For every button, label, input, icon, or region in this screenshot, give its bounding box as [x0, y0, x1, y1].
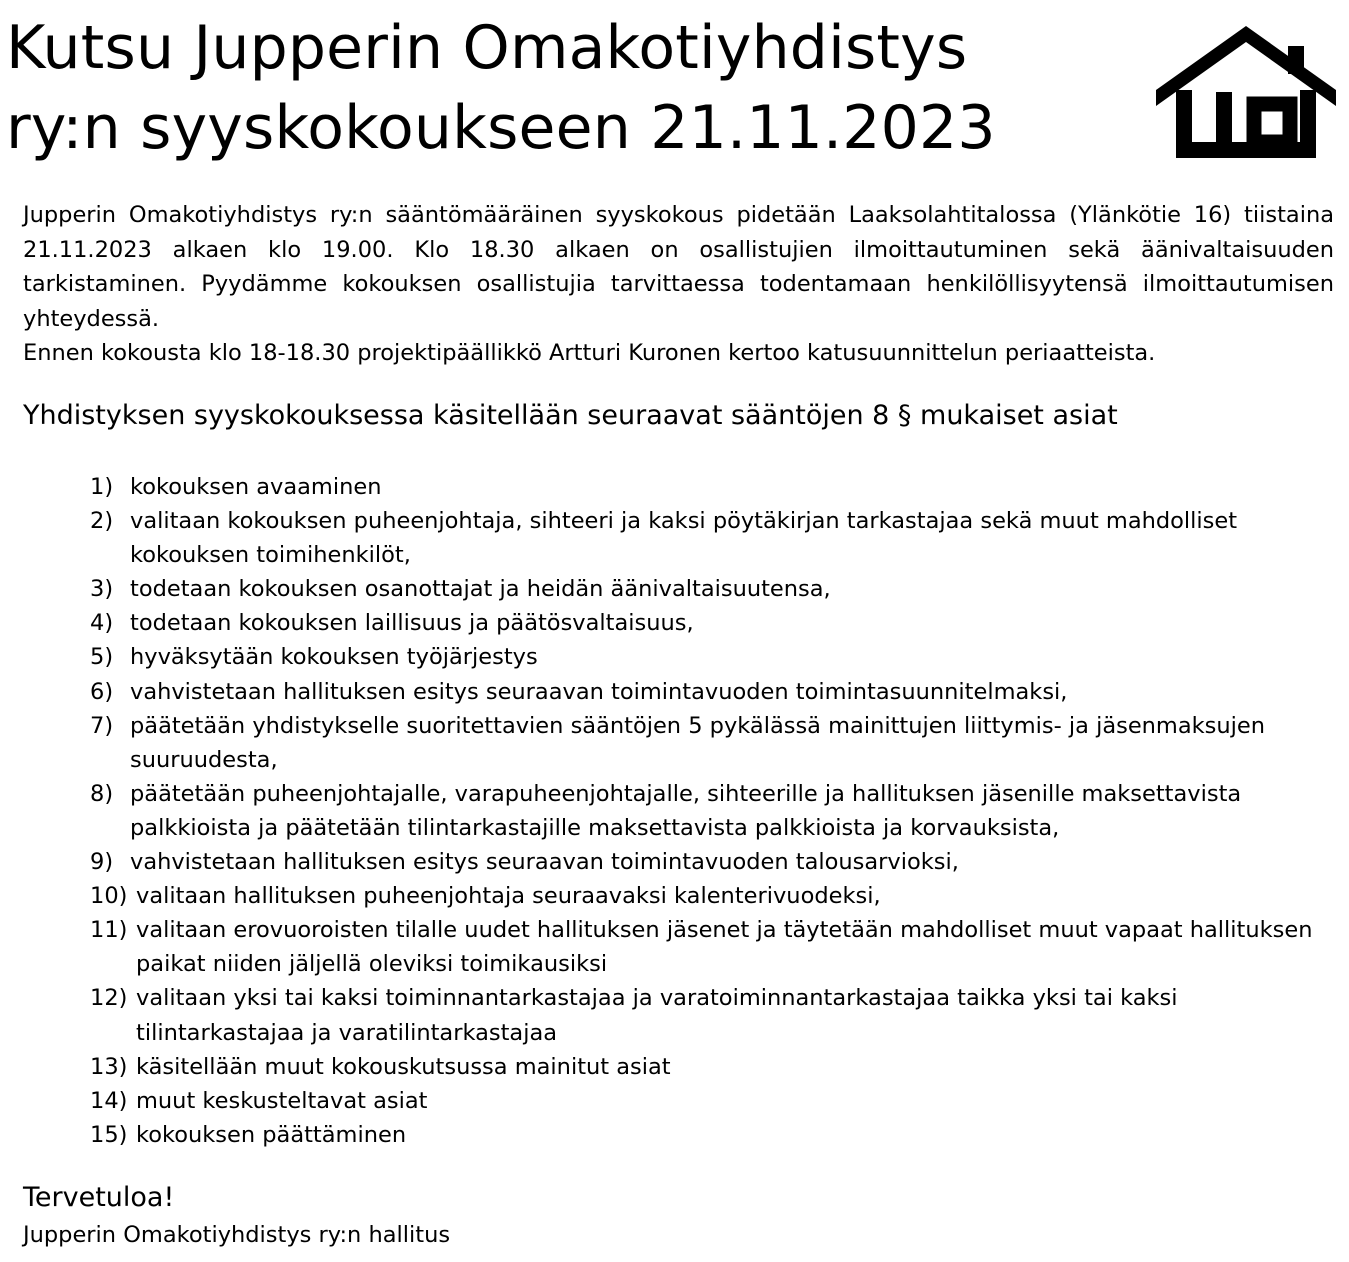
- agenda-heading: Yhdistyksen syyskokouksessa käsitellään seuraavat sääntöjen 8 § mukaiset asiat: [23, 400, 1118, 431]
- agenda-item-number: 6): [90, 678, 114, 705]
- title-line-2: ry:n syyskokoukseen 21.11.2023: [6, 93, 996, 163]
- intro-text: [23, 198, 1334, 371]
- agenda-item-number: 7): [90, 712, 114, 739]
- agenda-item: [90, 845, 1340, 879]
- agenda-item-text: todetaan kokouksen osanottajat ja heidän äänivaltaisuutensa,: [130, 576, 831, 603]
- agenda-item: [90, 504, 1340, 572]
- agenda-item: [90, 1084, 1340, 1118]
- title-line-1: Kutsu Jupperin Omakotiyhdistys: [6, 13, 968, 83]
- agenda-item: [90, 1118, 1340, 1152]
- agenda-item-text: käsitellään muut kokouskutsussa mainitut asiat: [136, 1053, 671, 1080]
- agenda-item-text: valitaan erovuoroisten tilalle uudet hallituksen jäsenet ja täytetään mahdolliset muut vapaat hallituksen paikat niiden jäljellä oleviksi toimikausiksi: [136, 917, 1313, 978]
- agenda-item-text: vahvistetaan hallituksen esitys seuraavan toimintavuoden toimintasuunnitelmaksi,: [130, 678, 1068, 705]
- agenda-item-text: muut keskusteltavat asiat: [136, 1087, 428, 1114]
- agenda-item: [90, 981, 1340, 1049]
- agenda-item: [90, 572, 1340, 606]
- agenda-item: [90, 470, 1340, 504]
- agenda-item-text: kokouksen päättäminen: [136, 1121, 407, 1148]
- agenda-item: [90, 879, 1340, 913]
- agenda-list: [90, 470, 1340, 1152]
- intro-paragraph-presentation: Ennen kokousta klo 18-18.30 projektipäällikkö Artturi Kuronen kertoo katusuunnittelun periaatteista.: [23, 340, 1156, 366]
- agenda-item-number: 10): [90, 883, 128, 910]
- agenda-item: [90, 709, 1340, 777]
- agenda-item-number: 4): [90, 610, 114, 637]
- intro-paragraph: Jupperin Omakotiyhdistys ry:n sääntömääräinen syyskokous pidetään Laaksolahtitalossa (Ylänkötie 16) tiistaina 21.11.2023 alkaen klo 19.00. Klo 18.30 alkaen on osallistujien ilmoittautuminen sekä äänivaltaisuuden tarkistaminen. Pyydämme kokouksen osallistujia tarvittaessa todentamaan henkilöllisyytensä ilmoittautumisen yhteydessä.: [23, 202, 1334, 332]
- agenda-item-text: valitaan yksi tai kaksi toiminnantarkastajaa ja varatoiminnantarkastajaa taikka yksi tai kaksi tilintarkastajaa ja varatilintarkastajaa: [136, 985, 1178, 1046]
- agenda-item-number: 1): [90, 474, 114, 500]
- agenda-item: [90, 675, 1340, 709]
- agenda-item-text: kokouksen avaaminen: [130, 474, 382, 500]
- agenda-item: [90, 913, 1340, 981]
- agenda-item-number: 9): [90, 849, 114, 876]
- agenda-item-text: vahvistetaan hallituksen esitys seuraavan toimintavuoden talousarvioksi,: [130, 849, 959, 876]
- agenda-item-text: todetaan kokouksen laillisuus ja päätösvaltaisuus,: [130, 610, 694, 637]
- agenda-item: [90, 606, 1340, 640]
- agenda-item: [90, 1050, 1340, 1084]
- agenda-item-number: 8): [90, 780, 114, 807]
- closing-greeting: Tervetuloa!: [23, 1182, 175, 1213]
- agenda-item-number: 12): [90, 985, 128, 1012]
- agenda-item-text: päätetään yhdistykselle suoritettavien sääntöjen 5 pykälässä mainittujen liittymis- ja jäsenmaksujen suuruudesta,: [130, 712, 1266, 773]
- agenda-item-number: 14): [90, 1087, 128, 1114]
- agenda-item-number: 15): [90, 1121, 128, 1148]
- agenda-item-text: valitaan kokouksen puheenjohtaja, sihteeri ja kaksi pöytäkirjan tarkastajaa sekä muut mahdolliset kokouksen toimihenkilöt,: [130, 508, 1238, 569]
- agenda-item-number: 13): [90, 1053, 128, 1080]
- agenda-item: [90, 640, 1340, 674]
- agenda-item: [90, 777, 1340, 845]
- agenda-item-number: 3): [90, 576, 114, 603]
- page-title: [6, 8, 1126, 168]
- agenda-item-text: päätetään puheenjohtajalle, varapuheenjohtajalle, sihteerille ja hallituksen jäsenille maksettavista palkkioista ja päätetään tilintarkastajille maksettavista palkkioista ja korvauksista,: [130, 780, 1242, 841]
- agenda-item-text: valitaan hallituksen puheenjohtaja seuraavaksi kalenterivuodeksi,: [136, 883, 881, 910]
- house-icon: [1156, 26, 1336, 158]
- agenda-item-number: 11): [90, 917, 128, 944]
- agenda-item-number: 2): [90, 508, 114, 535]
- agenda-item-text: hyväksytään kokouksen työjärjestys: [130, 644, 538, 671]
- signature: Jupperin Omakotiyhdistys ry:n hallitus: [23, 1222, 451, 1248]
- agenda-item-number: 5): [90, 644, 114, 671]
